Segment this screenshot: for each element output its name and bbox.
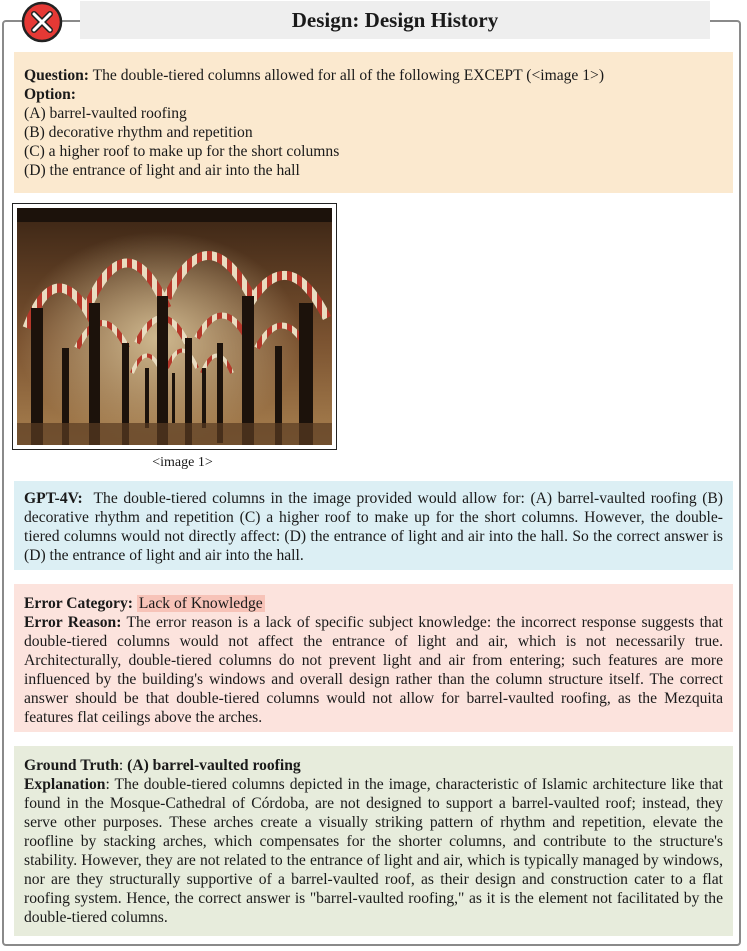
image-caption: <image 1>	[152, 455, 213, 470]
mezquita-image	[12, 203, 337, 450]
title-text: Design: Design History	[291, 7, 499, 32]
question-text: The double-tiered columns allowed for all of the following EXCEPT (<image 1>)	[92, 67, 605, 84]
question-line	[24, 66, 723, 85]
question-box	[14, 52, 733, 193]
option-d: (D) the entrance of light and air into the hall	[24, 162, 300, 179]
gpt-answer-box	[14, 481, 733, 570]
gpt-label: GPT-4V:	[24, 490, 83, 507]
option-label: Option:	[24, 86, 76, 103]
option-a: (A) barrel-vaulted roofing	[24, 105, 187, 122]
page-title	[80, 1, 710, 39]
error-box	[14, 584, 733, 732]
option-b: (B) decorative rhythm and repetition	[24, 124, 253, 141]
question-label: Question:	[24, 67, 89, 84]
error-category-label: Error Category:	[24, 595, 133, 612]
ground-truth-answer: (A) barrel-vaulted roofing	[127, 757, 301, 774]
ground-truth-label: Ground Truth	[24, 757, 119, 774]
error-reason-block	[24, 614, 723, 726]
option-c: (C) a higher roof to make up for the short columns	[24, 143, 340, 160]
error-reason-label: Error Reason:	[24, 614, 122, 631]
error-x-icon	[21, 1, 63, 43]
gpt-text: The double-tiered columns in the image provided would allow for: (A) barrel-vaulted roofing (B) decorative rhythm and repetition (C) a higher roof to make up for the short columns. However, the double-tiered columns would not directly affect: (D) the entrance of light and air into the hall. So the correct answer is (D) the entrance of light and air into the hall.	[24, 490, 723, 564]
error-category-badge: Lack of Knowledge	[138, 595, 263, 612]
error-category-line	[24, 594, 723, 613]
ground-truth-box	[14, 746, 733, 936]
explanation-label: Explanation	[24, 776, 106, 793]
ground-truth-line: Ground Truth: (A) barrel-vaulted roofing	[24, 757, 301, 774]
error-reason-text: The error reason is a lack of specific subject knowledge: the incorrect response suggests that double-tiered columns would not affect the entrance of light and air, which is not necessarily true. Architecturally, double-tiered columns do not prevent light and air from entering; such features are more influenced by the building's windows and overall design rather than the column structure itself. The correct answer should be that double-tiered columns would not allow for barrel-vaulted roofing, as the Mezquita features flat ceilings above the arches.	[24, 614, 723, 726]
explanation-block: Explanation: The double-tiered columns depicted in the image, characteristic of Islamic architecture like that found in the Mosque-Cathedral of Córdoba, are not designed to support a barrel-vaulted roof; instead, they serve other purposes. These arches create a visually striking pattern of rhythm and repetition, elevate the roofline by stacking arches, which compensates for the shorter columns, and contribute to the structure's stability. However, they are not related to the entrance of light and air, which is typically managed by windows, nor are they structurally supportive of a barrel-vaulted roof, as their design and construction cater to a flat roofing system. Hence, the correct answer is "barrel-vaulted roofing," as it is the element not facilitated by the double-tiered columns.	[24, 776, 723, 926]
explanation-text: The double-tiered columns depicted in the image, characteristic of Islamic architecture like that found in the Mosque-Cathedral of Córdoba, are not designed to support a barrel-vaulted roof; instead, they serve other purposes. These arches create a visually striking pattern of rhythm and repetition, elevate the roofline by stacking arches, which compensates for the shorter columns, and contribute to the structure's stability. However, they are not related to the entrance of light and air, which is typically managed by windows, nor are they structurally supportive of a barrel-vaulted roof, as their design and construction cater to a flat roofing system. Hence, the correct answer is "barrel-vaulted roofing," as it is the element not facilitated by the double-tiered columns.	[24, 776, 723, 926]
mezquita-arches-photo	[17, 208, 332, 445]
